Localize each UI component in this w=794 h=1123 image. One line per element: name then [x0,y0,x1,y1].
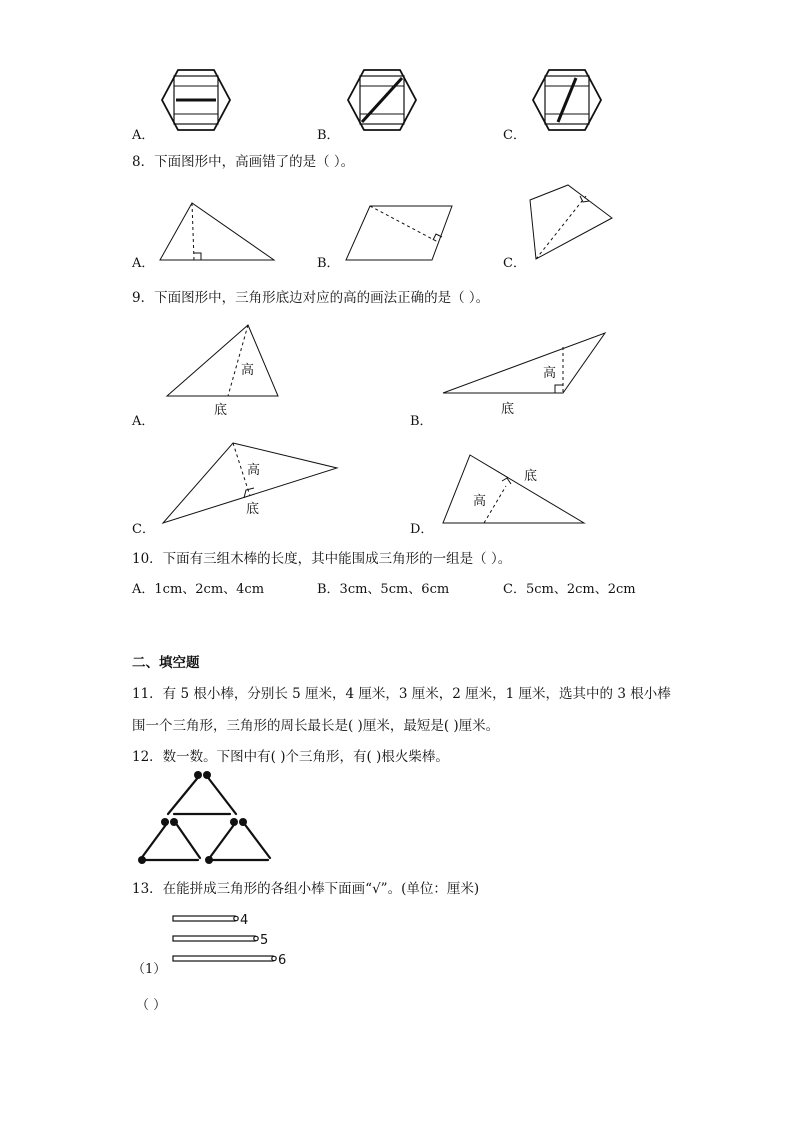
q9-figure-a [164,322,284,420]
q9-c-gao-label: 高 [247,463,261,478]
q9-option-b[interactable]: B． [410,414,433,429]
q9-question: 9．下面图形中，三角形底边对应的高的画法正确的是（ ）。 [132,290,490,306]
q9-b-gao-label: 高 [543,366,557,381]
q9-b-di-label: 底 [501,402,515,417]
q9-figure-d [440,452,590,527]
q10-option-c[interactable]: C．5cm、2cm、2cm [503,582,636,597]
q9-option-d[interactable]: D． [410,522,434,537]
q10-question: 10．下面有三组木棒的长度，其中能围成三角形的一组是（ ）。 [132,551,512,567]
q12-matchstick-figure [130,770,280,866]
q8-figure-b [342,202,458,264]
q13-question: 13．在能拼成三角形的各组小棒下面画“√”。(单位：厘米) [132,881,480,897]
q8-question: 8．下面图形中，高画错了的是（ ）。 [132,154,355,170]
q8-figure-c [528,182,618,262]
q7-figure-b [346,68,418,132]
q9-option-a[interactable]: A． [132,414,155,429]
q9-c-di-label: 底 [246,502,260,517]
q9-a-gao-label: 高 [241,363,255,378]
q13-stick-label-5: 5 [260,933,269,948]
q8-figure-a [158,198,278,266]
q13-sub-label-1: （1） [132,962,167,977]
q8-option-c[interactable]: C． [503,256,526,271]
q8-option-b[interactable]: B． [317,256,340,271]
q7-option-a[interactable]: A． [132,128,155,143]
q13-answer-blank[interactable]: （ ） [136,998,167,1013]
q9-a-di-label: 底 [214,403,228,418]
q7-option-b[interactable]: B． [317,128,340,143]
q9-option-c[interactable]: C． [132,522,155,537]
q7-figure-a [160,68,232,132]
q7-figure-c [531,68,603,132]
q10-option-b[interactable]: B．3cm、5cm、6cm [317,582,450,597]
q11-line-1: 11．有 5 根小棒，分别长 5 厘米，4 厘米，3 厘米，2 厘米，1 厘米，选其中的 3 根小棒 [132,686,671,702]
q12-question: 12．数一数。下图中有( )个三角形，有( )根火柴棒。 [132,749,449,765]
q13-sticks-figure [170,912,290,968]
q7-option-c[interactable]: C． [503,128,526,143]
q9-figure-b [440,330,610,420]
section-title-fill-in: 二、填空题 [132,655,200,671]
q10-option-a[interactable]: A．1cm、2cm、4cm [132,582,265,597]
q13-stick-label-4: 4 [240,913,249,928]
q11-line-2: 围一个三角形，三角形的周长最长是( )厘米，最短是( )厘米。 [132,718,500,734]
q8-option-a[interactable]: A． [132,256,155,271]
q13-stick-label-6: 6 [278,953,287,968]
q9-figure-c [160,440,340,520]
q9-d-di-label: 底 [524,469,538,484]
q9-d-gao-label: 高 [473,494,487,509]
